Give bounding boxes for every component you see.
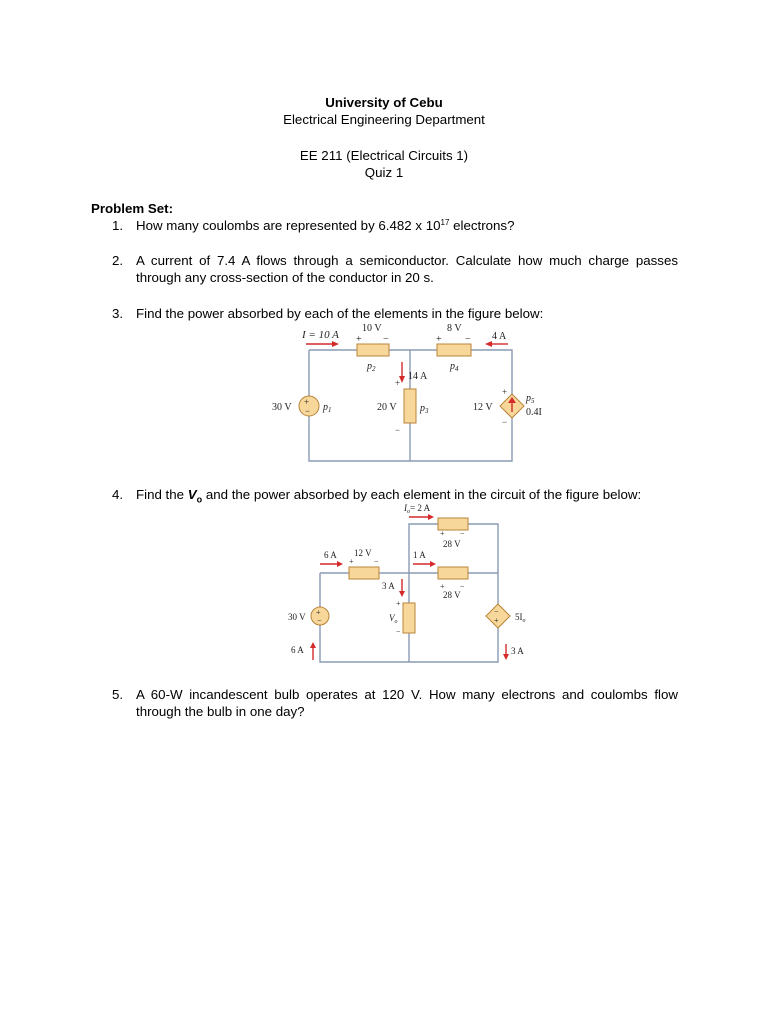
vo-label: $V_o$ (389, 613, 398, 625)
src-v-label: 30 V (288, 612, 306, 622)
mid-v-label: 20 V (377, 402, 397, 413)
v2-label: 8 V (447, 323, 462, 334)
i3-arrow-head (399, 591, 405, 597)
src-v-label: 30 V (272, 402, 292, 413)
v2-minus: − (465, 334, 471, 345)
mid2-minus: − (460, 582, 465, 591)
current-arrow-head (332, 341, 339, 347)
mid2-plus: + (440, 582, 445, 591)
mid2-v-label: 28 V (443, 590, 461, 600)
i6b-arrow-head (310, 642, 316, 648)
right-plus: + (502, 387, 508, 397)
i3b-arrow-head (503, 654, 509, 660)
v1-minus: − (383, 334, 389, 345)
right-v-label: 12 V (473, 402, 493, 413)
course-title: EE 211 (Electrical Circuits 1) (299, 148, 469, 163)
top-minus: − (460, 529, 465, 538)
problem-5-number: 5. (112, 687, 124, 702)
problem-5-text: A 60-W incandescent bulb operates at 120 V. How many electrons and coulombs flow through the bulb in one day? (136, 687, 678, 719)
mid-plus: + (395, 378, 401, 388)
src-plus: + (304, 397, 310, 407)
i1-label: 1 A (413, 550, 426, 560)
resistor-mid-28v (438, 567, 468, 579)
i3b-label: 3 A (511, 646, 524, 656)
i6-arrow-head (337, 561, 343, 567)
resistor-p4 (437, 344, 471, 356)
quiz-title: Quiz 1 (364, 165, 404, 180)
problem-4-number: 4. (112, 487, 124, 502)
i6-label: 6 A (324, 550, 337, 560)
problem-4-text: Find the $V_o$ and the power absorbed by each element in the circuit of the figure below: (136, 487, 642, 505)
problem-3-text: Find the power absorbed by each of the elements in the figure below: (136, 306, 544, 321)
department-name: Electrical Engineering Department (283, 112, 485, 127)
problem-1-text: How many coulombs are represented by 6.482 x $10^{17}$ electrons? (136, 218, 515, 233)
problem-3-number: 3. (112, 306, 124, 321)
top-v-label: 28 V (443, 539, 461, 549)
src-plus: + (316, 608, 321, 617)
i-right-arrow-head (485, 341, 492, 347)
problem-2-number: 2. (112, 253, 124, 268)
io-label: $I_o= 2$ A (404, 503, 431, 515)
p1-label: $p_1$ (323, 402, 332, 414)
vo-plus: + (396, 599, 401, 608)
dep-label: $5I_o$ (515, 612, 526, 624)
resistor-vo (403, 603, 415, 633)
resistor-p2 (357, 344, 389, 356)
resistor-12v (349, 567, 379, 579)
v12-plus: + (349, 557, 354, 566)
resistor-p3 (404, 389, 416, 423)
problem-set-label: Problem Set: (91, 201, 174, 216)
current-label: I = 10 A (302, 329, 339, 341)
dep-plus: + (494, 616, 499, 625)
io-arrow-head (428, 514, 434, 520)
v12-minus: − (374, 557, 379, 566)
p5-label: $p_5$ (526, 393, 535, 405)
i-right-label: 4 A (492, 331, 507, 342)
v2-plus: + (436, 334, 442, 345)
right-minus: − (502, 417, 508, 427)
p4-label: $p_4$ (450, 361, 459, 373)
i3-label: 3 A (382, 581, 395, 591)
v1-plus: + (356, 334, 362, 345)
circuit-figure-2 (282, 500, 542, 668)
i-mid-label: 14 A (408, 371, 428, 382)
university-name: University of Cebu (325, 95, 443, 110)
problem-1-number: 1. (112, 218, 124, 233)
dep-minus: − (494, 607, 499, 616)
exponent: 17 (440, 218, 450, 227)
p2-label: $p_2$ (367, 361, 376, 373)
v12-label: 12 V (354, 548, 372, 558)
top-plus: + (440, 529, 445, 538)
src-minus: − (317, 616, 322, 625)
circuit-figure-1 (262, 322, 552, 472)
i6b-label: 6 A (291, 645, 304, 655)
mid-minus: − (395, 425, 401, 435)
v1-label: 10 V (362, 323, 382, 334)
i1-arrow-head (430, 561, 436, 567)
dep-label: 0.4I (526, 407, 542, 418)
problem-2-text: A current of 7.4 A flows through a semiconductor. Calculate how much charge passes through any cross-section of the conductor in 20 s. (136, 253, 678, 285)
src-minus: − (305, 406, 311, 416)
vo-minus: − (396, 627, 401, 636)
p3-label: $p_3$ (420, 403, 429, 415)
